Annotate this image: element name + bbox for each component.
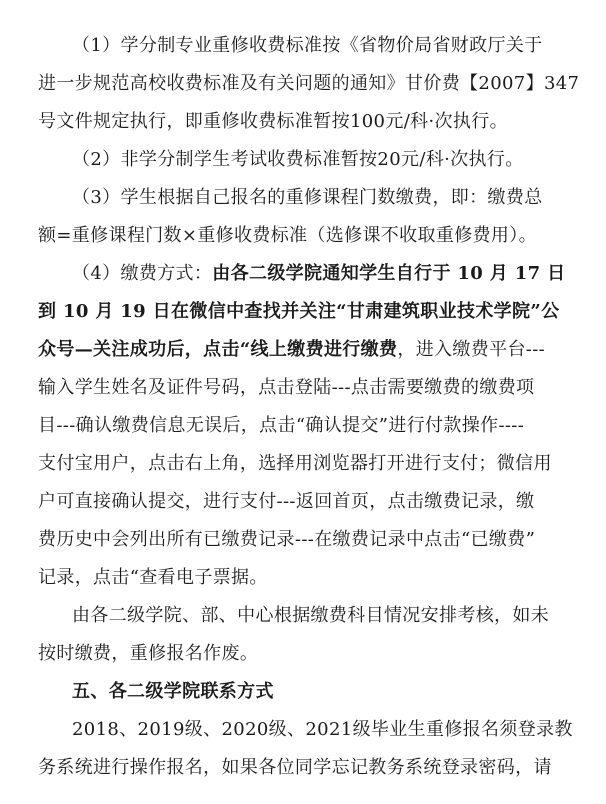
paragraph-4-line-3 [0, 338, 606, 362]
payment-platform-text: ，进入缴费平台--- [397, 339, 546, 360]
paragraph-4-line-7: 户可直接确认提交，进行支付---返回首页，点击缴费记录，缴 [38, 491, 535, 512]
paragraph-4-line-5: 目---确认缴费信息无误后，点击“确认提交”进行付款操作---- [38, 415, 525, 436]
paragraph-1-line-2: 进一步规范高校收费标准及有关问题的通知》甘价费【2007】347 [38, 73, 580, 94]
payment-method-bold-end: 众号—关注成功后，点击“线上缴费进行缴费 [38, 339, 398, 360]
payment-method-label: （4）缴费方式： [72, 263, 213, 284]
payment-method-bold-text: 由各二级学院通知学生自行于 10 月 17 日 [212, 263, 566, 284]
paragraph-5-line-1: 由各二级学院、部、中心根据缴费科目情况安排考核，如未 [72, 605, 550, 626]
paragraph-4-line-1 [0, 262, 606, 286]
paragraph-6-line-1: 2018、2019级、2020级、2021级毕业生重修报名须登录教 [72, 719, 573, 740]
section-heading-five: 五、各二级学院联系方式 [72, 681, 274, 702]
paragraph-3-line-1: （3）学生根据自己报名的重修课程门数缴费，即：缴费总 [72, 187, 543, 208]
paragraph-2-line-1: （2）非学分制学生考试收费标准暂按20元/科·次执行。 [72, 149, 524, 170]
paragraph-4-line-4: 输入学生姓名及证件号码，点击登陆---点击需要缴费的缴费项 [38, 377, 535, 398]
paragraph-4-line-9: 记录，点击“查看电子票据。 [38, 567, 268, 588]
paragraph-3-line-2: 额=重修课程门数×重修收费标准（选修课不收取重修费用）。 [38, 225, 537, 246]
paragraph-6-line-2: 务系统进行操作报名，如果各位同学忘记教务系统登录密码，请 [38, 757, 552, 778]
paragraph-4-line-2: 到 10 月 19 日在微信中查找并关注“甘肃建筑职业技术学院”公 [38, 301, 560, 322]
paragraph-4-line-8: 费历史中会列出所有已缴费记录---在缴费记录中点击“已缴费” [38, 529, 536, 550]
paragraph-4-line-6: 支付宝用户，点击右上角，选择用浏览器打开进行支付；微信用 [38, 453, 552, 474]
paragraph-1-line-1: （1）学分制专业重修收费标准按《省物价局省财政厅关于 [72, 35, 543, 56]
paragraph-1-line-3: 号文件规定执行，即重修收费标准暂按100元/科·次执行。 [38, 111, 508, 132]
paragraph-5-line-2: 按时缴费，重修报名作废。 [38, 643, 259, 664]
